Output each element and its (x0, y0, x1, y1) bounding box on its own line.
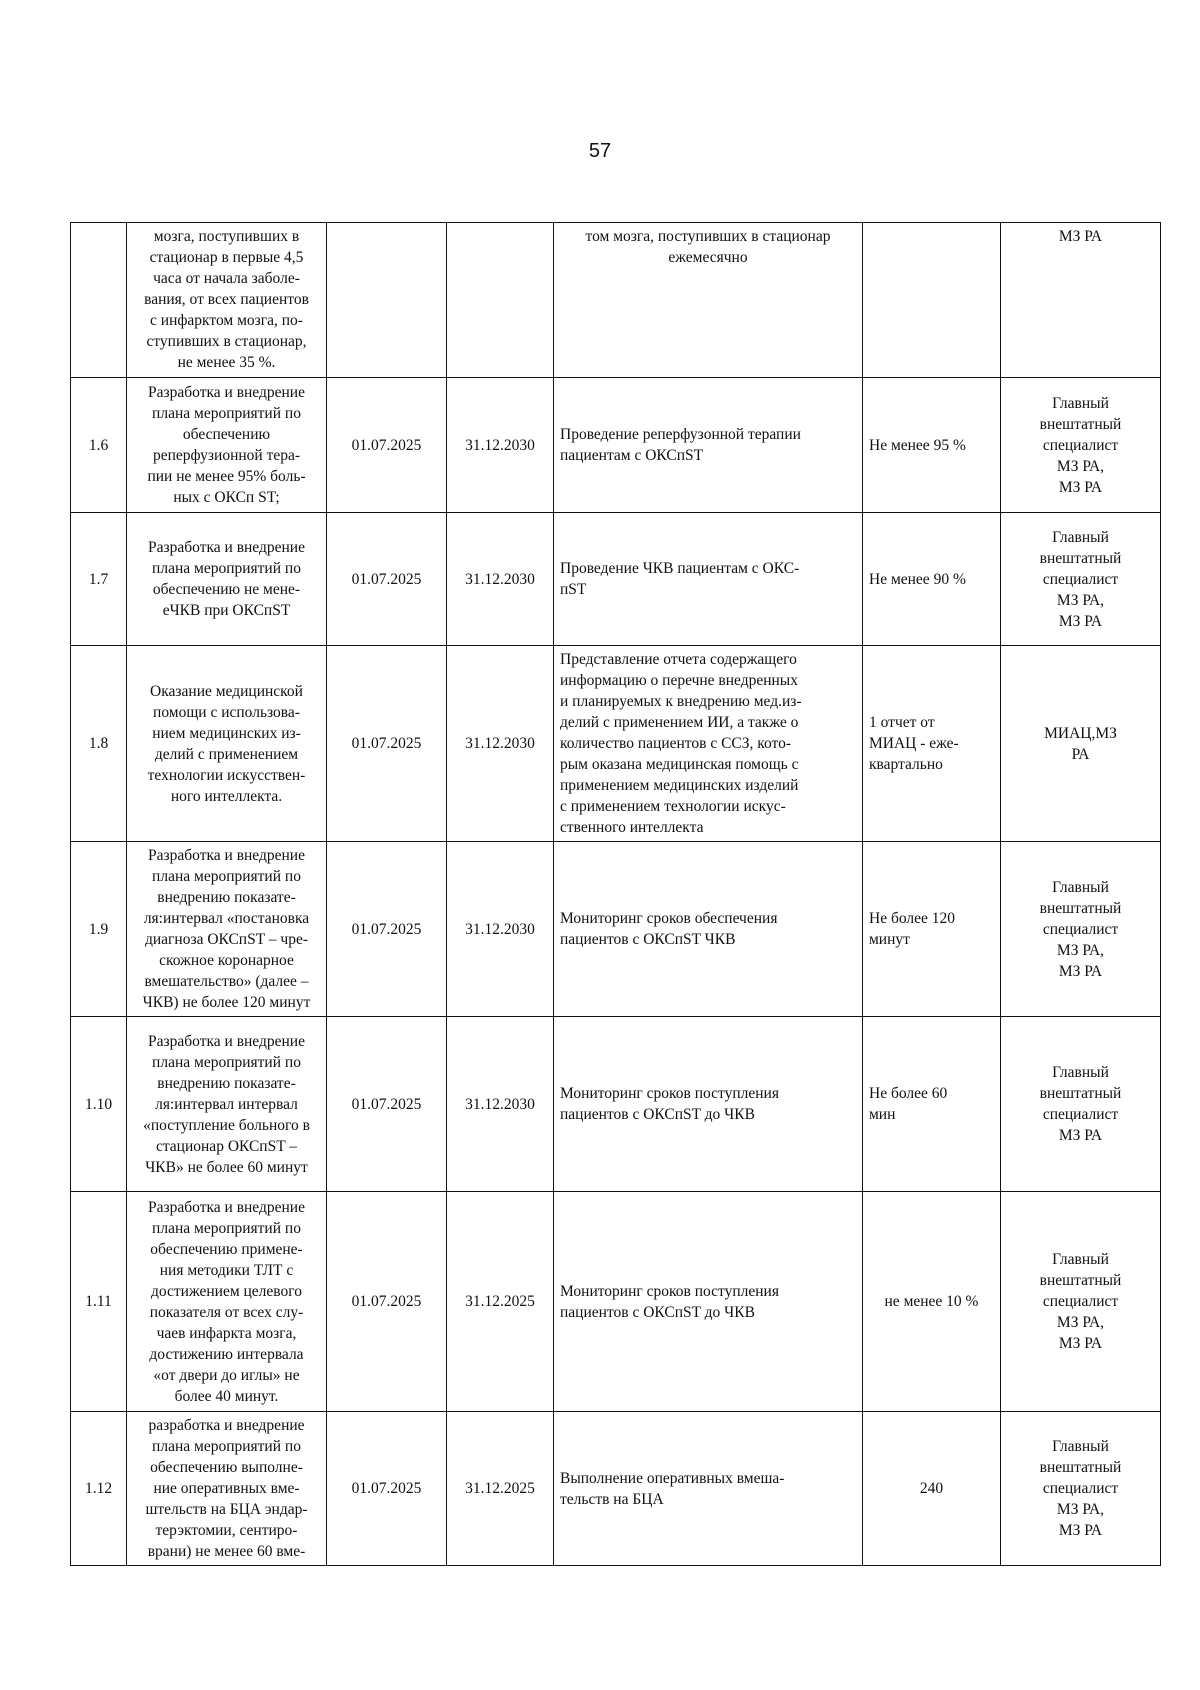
table-row (71, 223, 1161, 378)
table-row (71, 1192, 1161, 1412)
cell-start-date: 01.07.2025 (327, 1192, 447, 1412)
page-number: 57 (588, 140, 612, 162)
cell-indicator: Не более 120 минут (863, 842, 1001, 1017)
table-row (71, 378, 1161, 513)
cell-activity: Разработка и внедрение плана мероприятий по обеспечению примене- ния методики ТЛТ с достижением целевого показателя от всех слу- чаев инфаркта мозга, достижению интервала «от двери до иглы» не более 40 минут. (127, 1192, 327, 1412)
cell-responsible: Главный внештатный специалист МЗ РА, МЗ РА (1001, 513, 1161, 646)
cell-activity: мозга, поступивших в стационар в первые 4,5 часа от начала заболе- вания, от всех пациентов с инфарктом мозга, по- ступивших в стационар, не менее 35 %. (127, 223, 327, 378)
cell-indicator (863, 223, 1001, 378)
cell-num: 1.9 (71, 842, 127, 1017)
cell-end-date: 31.12.2030 (447, 513, 554, 646)
cell-num: 1.6 (71, 378, 127, 513)
cell-num: 1.11 (71, 1192, 127, 1412)
cell-activity: Разработка и внедрение плана мероприятий по обеспечению не мене- еЧКВ при ОКСпST (127, 513, 327, 646)
cell-num: 1.10 (71, 1017, 127, 1192)
cell-responsible: Главный внештатный специалист МЗ РА, МЗ РА (1001, 1192, 1161, 1412)
cell-end-date: 31.12.2030 (447, 1017, 554, 1192)
cell-activity: Разработка и внедрение плана мероприятий по обеспечению реперфузионной тера- пии не менее 95% боль- ных с ОКСп ST; (127, 378, 327, 513)
cell-indicator: не менее 10 % (863, 1192, 1001, 1412)
table-row (71, 513, 1161, 646)
plan-table (70, 222, 1161, 1566)
cell-indicator: Не менее 90 % (863, 513, 1001, 646)
cell-result: Проведение ЧКВ пациентам с ОКС- пST (554, 513, 863, 646)
cell-result: Проведение реперфузонной терапии пациентам с ОКСпST (554, 378, 863, 513)
cell-start-date: 01.07.2025 (327, 1017, 447, 1192)
cell-result: Представление отчета содержащего информацию о перечне внедренных и планируемых к внедрению мед.из- делий с применением ИИ, а также о количество пациентов с ССЗ, кото- рым оказана медицинская помощь с применением медицинских изделий с применением технологии искус- ственного интеллекта (554, 646, 863, 842)
cell-result: Выполнение оперативных вмеша- тельств на БЦА (554, 1412, 863, 1566)
cell-result: Мониторинг сроков обеспечения пациентов с ОКСпST ЧКВ (554, 842, 863, 1017)
cell-activity: Разработка и внедрение плана мероприятий по внедрению показате- ля:интервал интервал «поступление больного в стационар ОКСпST – ЧКВ» не более 60 минут (127, 1017, 327, 1192)
cell-activity: разработка и внедрение плана мероприятий по обеспечению выполне- ние оперативных вме- штельств на БЦА эндар- терэктомии, сентиро- врани) не менее 60 вме- (127, 1412, 327, 1566)
cell-end-date: 31.12.2030 (447, 378, 554, 513)
cell-end-date: 31.12.2030 (447, 646, 554, 842)
cell-end-date (447, 223, 554, 378)
cell-indicator: Не менее 95 % (863, 378, 1001, 513)
cell-activity: Оказание медицинской помощи с использова- нием медицинских из- делий с применением технологии искусствен- ного интеллекта. (127, 646, 327, 842)
table-row (71, 842, 1161, 1017)
cell-responsible: Главный внештатный специалист МЗ РА (1001, 1017, 1161, 1192)
cell-end-date: 31.12.2025 (447, 1192, 554, 1412)
cell-start-date: 01.07.2025 (327, 513, 447, 646)
cell-start-date: 01.07.2025 (327, 1412, 447, 1566)
cell-num: 1.8 (71, 646, 127, 842)
cell-result: Мониторинг сроков поступления пациентов с ОКСпST до ЧКВ (554, 1192, 863, 1412)
cell-indicator: Не более 60 мин (863, 1017, 1001, 1192)
cell-responsible: Главный внештатный специалист МЗ РА, МЗ РА (1001, 842, 1161, 1017)
cell-start-date (327, 223, 447, 378)
cell-activity: Разработка и внедрение плана мероприятий по внедрению показате- ля:интервал «постановка диагноза ОКСпST – чре- скожное коронарное вмешательство» (далее – ЧКВ) не более 120 минут (127, 842, 327, 1017)
cell-indicator: 1 отчет от МИАЦ - еже- квартально (863, 646, 1001, 842)
cell-responsible: МЗ РА (1001, 223, 1161, 378)
cell-responsible: Главный внештатный специалист МЗ РА, МЗ РА (1001, 378, 1161, 513)
cell-indicator: 240 (863, 1412, 1001, 1566)
cell-result: Мониторинг сроков поступления пациентов с ОКСпST до ЧКВ (554, 1017, 863, 1192)
table-row (71, 1412, 1161, 1566)
cell-start-date: 01.07.2025 (327, 646, 447, 842)
cell-num: 1.12 (71, 1412, 127, 1566)
cell-start-date: 01.07.2025 (327, 842, 447, 1017)
cell-responsible: Главный внештатный специалист МЗ РА, МЗ РА (1001, 1412, 1161, 1566)
cell-responsible: МИАЦ,МЗ РА (1001, 646, 1161, 842)
cell-end-date: 31.12.2030 (447, 842, 554, 1017)
cell-start-date: 01.07.2025 (327, 378, 447, 513)
cell-num (71, 223, 127, 378)
cell-end-date: 31.12.2025 (447, 1412, 554, 1566)
table-row (71, 1017, 1161, 1192)
table-row (71, 646, 1161, 842)
cell-num: 1.7 (71, 513, 127, 646)
cell-result: том мозга, поступивших в стационар ежемесячно (554, 223, 863, 378)
